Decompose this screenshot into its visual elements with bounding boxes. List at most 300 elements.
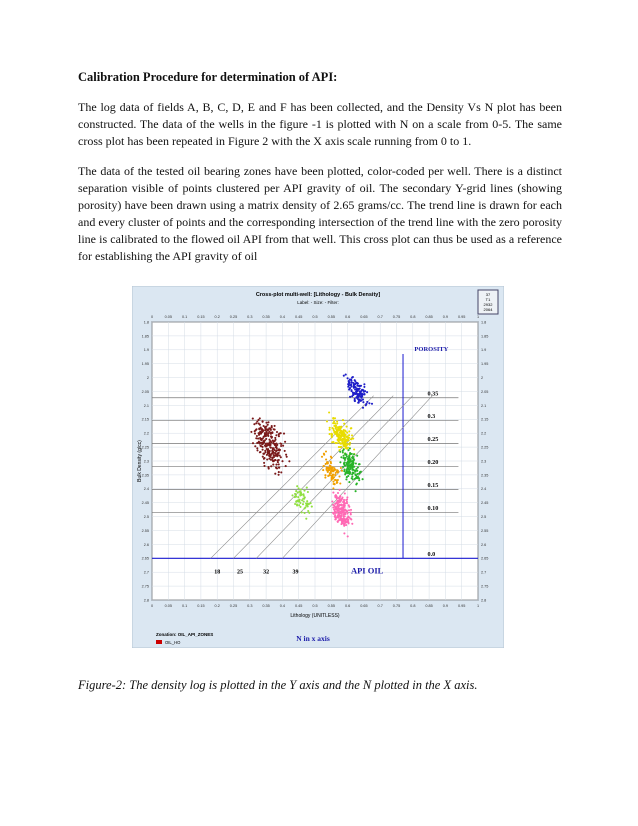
data-point: [358, 479, 360, 481]
data-point: [371, 403, 373, 405]
data-point: [332, 506, 334, 508]
data-point: [325, 450, 327, 452]
data-point: [337, 510, 339, 512]
data-point: [278, 467, 280, 469]
data-point: [265, 443, 267, 445]
y-tick-label-right: 2.5: [481, 515, 487, 519]
x-tick-label-bottom: 0.1: [181, 604, 188, 608]
data-point: [359, 463, 361, 465]
data-point: [269, 444, 271, 446]
data-point: [311, 506, 313, 508]
x-tick-label-bottom: 0.4: [279, 604, 286, 608]
data-point: [341, 510, 343, 512]
data-point: [288, 460, 290, 462]
data-point: [267, 424, 269, 426]
data-point: [336, 502, 338, 504]
data-point: [344, 506, 346, 508]
legend-title: Zonation: OIL_API_ZONES: [156, 632, 214, 637]
data-point: [350, 460, 352, 462]
data-point: [353, 466, 355, 468]
data-point: [255, 422, 257, 424]
x-tick-label-top: 0.05: [164, 315, 172, 319]
data-point: [279, 455, 281, 457]
data-point: [299, 506, 301, 508]
data-point: [360, 385, 362, 387]
x-tick-label-top: 0.95: [458, 315, 466, 319]
data-point: [325, 463, 327, 465]
data-point: [347, 439, 349, 441]
data-point: [347, 535, 349, 537]
data-point: [346, 518, 348, 520]
data-point: [341, 470, 343, 472]
data-point: [278, 463, 280, 465]
data-point: [345, 374, 347, 376]
data-point: [302, 503, 304, 505]
data-point: [331, 433, 333, 435]
x-tick-label-top: 0.9: [442, 315, 449, 319]
data-point: [275, 434, 277, 436]
data-point: [278, 471, 280, 473]
data-point: [250, 431, 252, 433]
y-tick-label-right: 2.75: [481, 584, 489, 589]
data-point: [276, 450, 278, 452]
y-tick-label-right: 1.85: [481, 334, 489, 339]
y-tick-label-left: 2.05: [141, 389, 149, 394]
data-point: [333, 467, 335, 469]
data-point: [333, 420, 335, 422]
data-point: [342, 433, 344, 435]
data-point: [267, 434, 269, 436]
data-point: [300, 489, 302, 491]
x-tick-label-bottom: 0.75: [392, 604, 401, 608]
data-point: [274, 452, 276, 454]
y-tick-label-left: 1.9: [143, 348, 149, 353]
data-point: [278, 474, 280, 476]
y-tick-label-right: 1.95: [481, 362, 489, 367]
data-point: [327, 467, 329, 469]
data-point: [256, 449, 258, 451]
data-point: [306, 487, 308, 489]
data-point: [352, 392, 354, 394]
data-point: [264, 450, 266, 452]
data-point: [334, 479, 336, 481]
data-point: [339, 495, 341, 497]
y-tick-label-right: 2.2: [481, 431, 487, 436]
data-point: [338, 446, 340, 448]
data-point: [278, 435, 280, 437]
data-point: [333, 476, 335, 478]
data-point: [270, 456, 272, 458]
y-tick-label-left: 1.8: [143, 320, 149, 325]
data-point: [256, 435, 258, 437]
data-point: [345, 524, 347, 526]
x-tick-label-top: 0.2: [214, 315, 220, 319]
data-point: [282, 445, 284, 447]
y-tick-label-left: 2.1: [143, 403, 149, 408]
data-point: [271, 457, 273, 459]
data-point: [348, 481, 350, 483]
data-point: [334, 506, 336, 508]
data-point: [346, 455, 348, 457]
y-tick-label-right: 2.15: [481, 417, 489, 422]
data-point: [342, 466, 344, 468]
x-tick-label-top: 0.85: [425, 315, 433, 319]
data-point: [280, 471, 282, 473]
data-point: [345, 447, 347, 449]
data-point: [343, 429, 345, 431]
data-point: [336, 481, 338, 483]
y-tick-label-left: 2: [146, 376, 149, 380]
data-point: [330, 461, 332, 463]
data-point: [346, 470, 348, 472]
data-point: [302, 498, 304, 500]
data-point: [350, 380, 352, 382]
data-point: [327, 471, 329, 473]
data-point: [343, 445, 345, 447]
data-point: [353, 453, 355, 455]
data-point: [270, 429, 272, 431]
data-point: [264, 426, 266, 428]
x-tick-label-bottom: 0.9: [442, 604, 449, 608]
data-point: [332, 418, 334, 420]
data-point: [268, 439, 270, 441]
api-value-label: 39: [292, 569, 299, 576]
data-point: [347, 377, 349, 379]
data-point: [345, 445, 347, 447]
data-point: [331, 500, 333, 502]
data-point: [304, 512, 306, 514]
data-point: [343, 435, 345, 437]
data-point: [365, 403, 367, 405]
data-point: [348, 509, 350, 511]
data-point: [268, 432, 270, 434]
data-point: [266, 448, 268, 450]
data-point: [259, 417, 261, 419]
data-point: [349, 442, 351, 444]
data-point: [336, 420, 338, 422]
data-point: [331, 441, 333, 443]
data-point: [357, 402, 359, 404]
data-point: [336, 422, 338, 424]
porosity-label: 0.10: [427, 504, 439, 512]
data-point: [345, 521, 347, 523]
data-point: [256, 420, 258, 422]
data-point: [340, 430, 342, 432]
data-point: [349, 517, 351, 519]
data-point: [329, 427, 331, 429]
data-point: [329, 474, 331, 476]
data-point: [346, 510, 348, 512]
data-point: [331, 436, 333, 438]
data-point: [339, 451, 341, 453]
data-point: [346, 496, 348, 498]
data-point: [296, 503, 298, 505]
data-point: [350, 437, 352, 439]
data-point: [346, 426, 348, 428]
data-point: [274, 473, 276, 475]
data-point: [336, 471, 338, 473]
data-point: [276, 459, 278, 461]
data-point: [262, 420, 264, 422]
data-point: [338, 519, 340, 521]
chart-subtitle: Label: - Size: - Filter:: [297, 300, 339, 305]
data-point: [265, 445, 267, 447]
data-point: [346, 513, 348, 515]
data-point: [337, 505, 339, 507]
data-point: [347, 465, 349, 467]
data-point: [255, 437, 257, 439]
x-tick-label-bottom: 0.3: [247, 604, 253, 608]
data-point: [258, 441, 260, 443]
data-point: [353, 387, 355, 389]
data-point: [337, 428, 339, 430]
y-tick-label-left: 2.75: [141, 584, 149, 589]
data-point: [252, 418, 254, 420]
data-point: [343, 532, 345, 534]
data-point: [349, 472, 351, 474]
figure-caption: Figure-2: The density log is plotted in the Y axis and the N plotted in the X axis.: [78, 678, 478, 692]
data-point: [359, 399, 361, 401]
y-tick-label-right: 2.1: [481, 403, 487, 408]
data-point: [283, 433, 285, 435]
data-point: [291, 494, 293, 496]
data-point: [267, 421, 269, 423]
data-point: [272, 447, 274, 449]
data-point: [362, 407, 364, 409]
y-tick-label-right: 1.8: [481, 320, 487, 325]
data-point: [342, 514, 344, 516]
y-tick-label-left: 2.7: [143, 570, 149, 575]
data-point: [338, 513, 340, 515]
x-tick-label-bottom: 0.5: [312, 604, 318, 608]
data-point: [344, 473, 346, 475]
data-point: [298, 499, 300, 501]
porosity-label: 0.25: [427, 436, 439, 444]
data-point: [339, 489, 341, 491]
data-point: [345, 454, 347, 456]
data-point: [307, 510, 309, 512]
data-point: [339, 426, 341, 428]
legend-item-label: OIL_HO: [165, 640, 181, 645]
data-point: [262, 429, 264, 431]
paragraph-data-collection: The log data of fields A, B, C, D, E and F has been collected, and the Density Vs N plot has been constructed. The data of the wells in the figure -1 is plotted with N on a scale from 0-5. The same cross plot has been repeated in Figure 2 with the X axis scale running from 0 to 1.: [78, 100, 562, 148]
data-point: [353, 459, 355, 461]
data-point: [355, 382, 357, 384]
data-point: [340, 436, 342, 438]
data-point: [354, 399, 356, 401]
data-point: [349, 444, 351, 446]
data-point: [361, 394, 363, 396]
data-point: [332, 422, 334, 424]
data-point: [307, 491, 309, 493]
x-tick-label-top: 0.75: [392, 315, 401, 319]
data-point: [362, 478, 364, 480]
data-point: [364, 390, 366, 392]
data-point: [259, 431, 261, 433]
y-tick-label-right: 2.35: [481, 473, 489, 478]
data-point: [338, 475, 340, 477]
data-point: [351, 377, 353, 379]
x-tick-label-top: 0.4: [279, 315, 286, 319]
data-point: [339, 461, 341, 463]
data-point: [275, 464, 277, 466]
data-point: [333, 513, 335, 515]
data-point: [262, 456, 264, 458]
x-tick-label-top: 0.6: [344, 315, 351, 319]
y-tick-label-left: 2.3: [143, 459, 149, 464]
data-point: [338, 440, 340, 442]
data-point: [344, 469, 346, 471]
y-tick-label-right: 2.6: [481, 542, 487, 547]
data-point: [333, 509, 335, 511]
paragraph-tested-zones: The data of the tested oil bearing zones have been plotted, color-coded per well. There is a distinct separation visible of points clustered per API gravity of oil. The secondary Y-grid lines (showing porosity) have been drawn using a matrix density of 2.65 grams/cc. The trend line is drawn for each and every cluster of points and the corresponding intersection of the trend line with the zero porosity line is calibrated to the flowed oil API from that well. This cross plot can thus be used as a reference for establishing the API gravity of oil: [78, 164, 562, 263]
y-tick-label-right: 2.45: [481, 501, 489, 506]
data-point: [298, 491, 300, 493]
data-point: [298, 487, 300, 489]
x-tick-label-top: 0: [150, 315, 154, 319]
data-point: [351, 473, 353, 475]
api-oil-title: API OIL: [350, 565, 384, 576]
data-point: [322, 469, 324, 471]
data-point: [261, 439, 263, 441]
data-point: [253, 423, 255, 425]
data-point: [351, 469, 353, 471]
data-point: [267, 444, 269, 446]
data-point: [344, 508, 346, 510]
data-point: [272, 464, 274, 466]
data-point: [356, 388, 358, 390]
data-point: [345, 478, 347, 480]
data-point: [331, 468, 333, 470]
data-point: [331, 479, 333, 481]
data-point: [359, 391, 361, 393]
data-point: [263, 465, 265, 467]
data-point: [349, 447, 351, 449]
data-point: [265, 438, 267, 440]
data-point: [257, 438, 259, 440]
data-point: [355, 490, 357, 492]
data-point: [337, 435, 339, 437]
data-point: [356, 455, 358, 457]
y-tick-label-right: 1.9: [481, 348, 487, 353]
data-point: [329, 464, 331, 466]
data-point: [355, 391, 357, 393]
data-point: [334, 496, 336, 498]
data-point: [350, 509, 352, 511]
data-point: [274, 437, 276, 439]
data-point: [337, 500, 339, 502]
data-point: [331, 477, 333, 479]
y-tick-label-left: 1.85: [141, 334, 149, 339]
data-point: [278, 433, 280, 435]
porosity-label: 0.35: [427, 390, 439, 398]
data-point: [340, 446, 342, 448]
x-tick-label-top: 0.8: [410, 315, 416, 319]
data-point: [340, 518, 342, 520]
data-point: [346, 435, 348, 437]
corner-logo: [478, 290, 498, 314]
data-point: [280, 443, 282, 445]
y-tick-label-left: 2.5: [143, 515, 149, 519]
data-point: [363, 383, 365, 385]
crossplot-figure: [132, 286, 504, 648]
data-point: [329, 433, 331, 435]
data-point: [252, 442, 254, 444]
data-point: [328, 411, 330, 413]
calibration-heading: Calibration Procedure for determination of API:: [78, 70, 338, 84]
data-point: [259, 437, 261, 439]
x-tick-label-bottom: 0: [150, 604, 154, 608]
data-point: [351, 477, 353, 479]
x-tick-label-bottom: 0.85: [425, 604, 433, 608]
data-point: [342, 521, 344, 523]
x-tick-label-top: 0.15: [197, 315, 205, 319]
data-point: [346, 501, 348, 503]
y-tick-label-right: 2.55: [481, 528, 489, 533]
y-tick-label-right: 2.4: [481, 487, 487, 492]
data-point: [366, 391, 368, 393]
data-point: [270, 454, 272, 456]
x-tick-label-bottom: 0.6: [344, 604, 351, 608]
data-point: [259, 445, 261, 447]
data-point: [262, 453, 264, 455]
x-tick-label-bottom: 0.05: [164, 604, 172, 608]
data-point: [324, 477, 326, 479]
y-tick-label-right: 2.05: [481, 389, 489, 394]
data-point: [343, 423, 345, 425]
data-point: [356, 483, 358, 485]
data-point: [346, 468, 348, 470]
data-point: [366, 401, 368, 403]
data-point: [262, 449, 264, 451]
data-point: [331, 427, 333, 429]
data-point: [254, 433, 256, 435]
x-tick-label-bottom: 0.25: [229, 604, 238, 608]
data-point: [329, 429, 331, 431]
data-point: [332, 492, 334, 494]
data-point: [262, 446, 264, 448]
data-point: [356, 470, 358, 472]
data-point: [306, 500, 308, 502]
x-tick-label-bottom: 0.8: [410, 604, 416, 608]
data-point: [340, 467, 342, 469]
data-point: [298, 504, 300, 506]
data-point: [268, 468, 270, 470]
data-point: [347, 383, 349, 385]
data-point: [331, 457, 333, 459]
data-point: [333, 430, 335, 432]
data-point: [274, 459, 276, 461]
data-point: [266, 458, 268, 460]
y-tick-label-right: 2.8: [481, 598, 487, 603]
data-point: [362, 401, 364, 403]
data-point: [260, 427, 262, 429]
x-tick-label-top: 0.5: [312, 315, 318, 319]
data-point: [301, 511, 303, 513]
data-point: [272, 439, 274, 441]
data-point: [295, 501, 297, 503]
data-point: [266, 454, 268, 456]
data-point: [351, 462, 353, 464]
data-point: [265, 431, 267, 433]
data-point: [284, 441, 286, 443]
x-tick-label-bottom: 0.7: [377, 604, 383, 608]
data-point: [337, 492, 339, 494]
data-point: [270, 435, 272, 437]
data-point: [340, 514, 342, 516]
data-point: [323, 454, 325, 456]
x-tick-label-bottom: 0.55: [327, 604, 335, 608]
